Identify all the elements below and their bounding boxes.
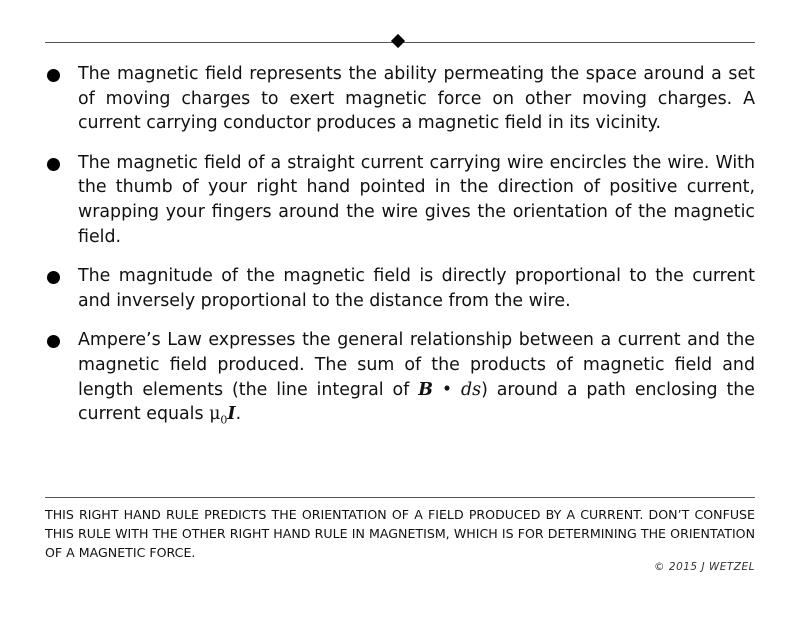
bottom-divider <box>45 497 755 498</box>
math-ds: ds <box>461 379 482 400</box>
bullet-text: The magnetic field represents the ability permeating the space around a set of moving charges to exert magnetic force on other moving charges. A current carrying conductor produces a magnetic field in its vicinity. <box>78 64 755 134</box>
bullet-text: The magnitude of the magnetic field is directly proportional to the current and inversely proportional to the distance from the wire. <box>78 266 755 311</box>
math-mu: μ <box>209 404 221 425</box>
math-dot-operator: • <box>432 379 461 400</box>
bullet-item <box>45 328 755 433</box>
bullet-list <box>45 62 755 448</box>
math-mu-subscript: 0 <box>220 413 228 427</box>
bullet-icon <box>47 271 60 284</box>
bullet-item <box>45 62 755 136</box>
bullet-item <box>45 151 755 249</box>
math-mu-zero <box>209 404 228 427</box>
bullet-text <box>78 330 755 427</box>
bullet-icon <box>47 158 60 171</box>
bullet-item <box>45 264 755 313</box>
amperes-law-text-end: . <box>235 404 242 425</box>
math-current-i: I <box>227 404 236 425</box>
bullet-text: The magnetic field of a straight current carrying wire encircles the wire. With the thumb of your right hand pointed in the direction of positive current, wrapping your fingers around the wire gives the orientation of the magnetic field. <box>78 152 755 247</box>
footnote: THIS RIGHT HAND RULE PREDICTS THE ORIENTATION OF A FIELD PRODUCED BY A CURRENT. DON’T CONFUSE THIS RULE WITH THE OTHER RIGHT HAND RULE IN MAGNETISM, WHICH IS FOR DETERMINING THE ORIENTATION OF A MAGNETIC FORCE. <box>45 507 755 560</box>
diamond-icon <box>391 34 405 48</box>
math-b-field: B <box>418 379 433 400</box>
copyright: © 2015 J WETZEL <box>654 561 755 573</box>
bullet-icon <box>47 335 60 348</box>
bullet-icon <box>47 69 60 82</box>
amperes-law-text-start: Ampere’s Law expresses the general relationship between a current and the magnetic field produced. The sum of the products of magnetic field and length elements (the line integral of <box>78 330 755 400</box>
amperes-law-text-middle: ) around a path enclosing the current equals <box>78 379 755 425</box>
